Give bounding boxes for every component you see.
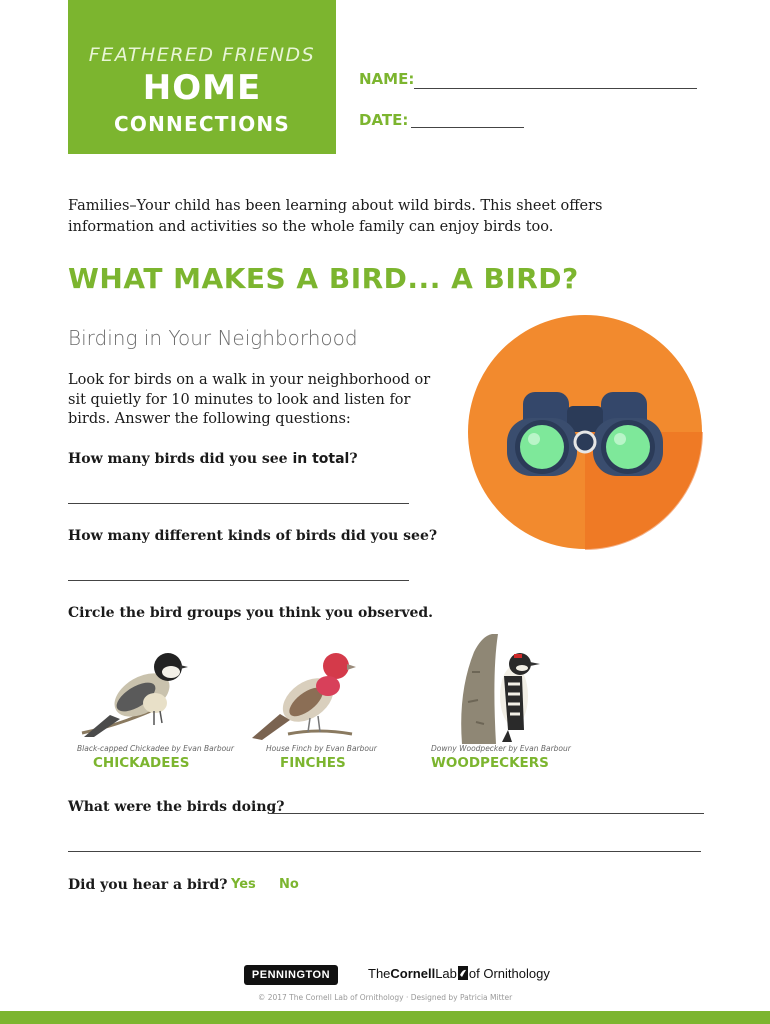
label-finches[interactable]: FINCHES (280, 755, 346, 771)
caption-woodpecker: Downy Woodpecker by Evan Barbour (431, 744, 571, 753)
bottom-bar (0, 1011, 770, 1024)
series-title: FEATHERED FRIENDS (88, 44, 316, 66)
intro-paragraph: Families–Your child has been learning about wild birds. This sheet offers information and activities so the whole family can enjoy birds too. (68, 198, 603, 235)
banner-title: HOME (142, 68, 262, 108)
left-lens (520, 425, 564, 469)
name-field[interactable] (414, 88, 697, 89)
question-total-birds (68, 451, 358, 467)
cornell-the: The (368, 966, 391, 981)
bird-silhouette-icon (457, 966, 469, 980)
date-field[interactable] (411, 127, 524, 128)
label-chickadees[interactable]: CHICKADEES (93, 755, 190, 771)
answer-line-total[interactable] (68, 503, 409, 504)
question-groups: Circle the bird groups you think you observed. (68, 605, 434, 621)
caption-finch: House Finch by Evan Barbour (266, 744, 377, 753)
caption-chickadee: Black-capped Chickadee by Evan Barbour (77, 744, 235, 753)
cornell-of: of Ornithology (468, 966, 550, 981)
answer-line-doing[interactable] (272, 813, 704, 814)
banner-subtitle: CONNECTIONS (114, 112, 290, 136)
date-label: DATE: (359, 111, 409, 129)
answer-line-doing-2[interactable] (68, 851, 701, 852)
question-doing: What were the birds doing? (68, 799, 285, 815)
instructions-paragraph: Look for birds on a walk in your neighborhood or sit quietly for 10 minutes to look and listen for birds. Answer the following questions: (68, 372, 431, 427)
question-total-prefix: How many birds did you see (68, 451, 293, 467)
finch-illustration (248, 648, 360, 744)
chickadee-illustration (80, 645, 192, 745)
answer-yes[interactable]: Yes (231, 877, 256, 892)
cornell-name: Cornell (390, 966, 436, 981)
answer-line-kinds[interactable] (68, 580, 409, 581)
woodpecker-illustration (452, 632, 544, 744)
pennington-logo: PENNINGTON (244, 965, 338, 985)
section-subheading: Birding in Your Neighborhood (68, 326, 358, 350)
name-label: NAME: (359, 70, 415, 88)
footer-credit: © 2017 The Cornell Lab of Ornithology · Designed by Patricia Mitter (257, 993, 513, 1002)
binoculars-illustration (467, 314, 703, 550)
header-banner (68, 0, 336, 154)
question-total-suffix: ? (349, 451, 358, 467)
cornell-lab-logo (368, 966, 550, 981)
page-headline: WHAT MAKES A BIRD... A BIRD? (68, 262, 579, 295)
question-kinds: How many different kinds of birds did you see? (68, 528, 438, 544)
label-woodpeckers[interactable]: WOODPECKERS (431, 755, 549, 771)
question-total-emphasis: in total (292, 451, 350, 467)
right-lens (606, 425, 650, 469)
cornell-lab: Lab (435, 966, 457, 981)
question-hear: Did you hear a bird? (68, 877, 228, 893)
answer-no[interactable]: No (279, 877, 299, 892)
